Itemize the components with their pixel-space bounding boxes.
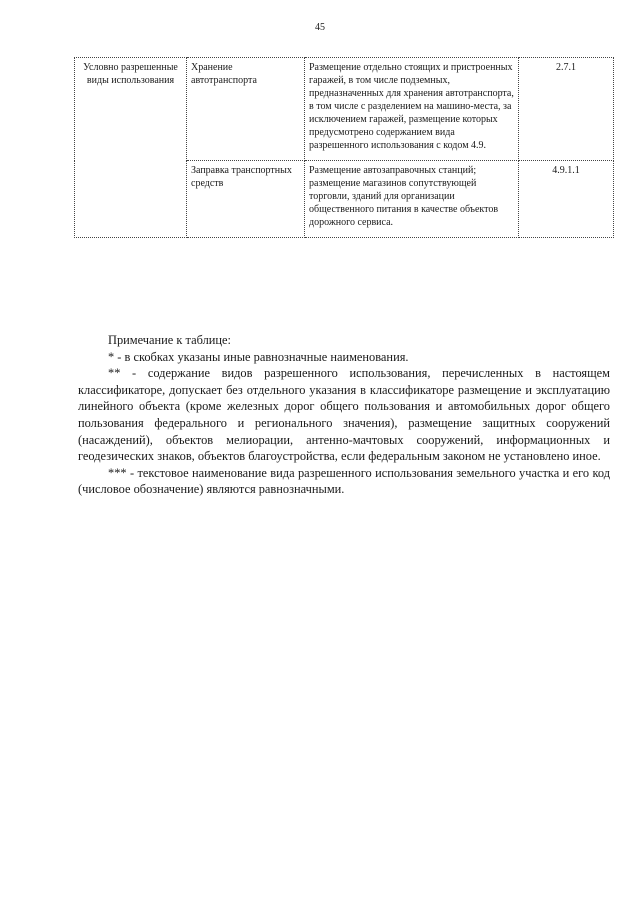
note-triple-asterisk: *** - текстовое наименование вида разрешенного использования земельного участка и его код (числовое обозначение) являются равнозначными. xyxy=(78,465,610,497)
use-name-cell: Хранение автотранспорта xyxy=(187,58,305,161)
use-code-cell: 4.9.1.1 xyxy=(519,161,614,238)
use-code-cell: 2.7.1 xyxy=(519,58,614,161)
use-name-cell: Заправка транспортных средств xyxy=(187,161,305,238)
use-description-cell: Размещение отдельно стоящих и пристроенных гаражей, в том числе подземных, предназначенных для хранения автотранспорта, в том числе с разделением на машино-места, за исключением гаражей, размещение которых предусмотрено содержанием вида разрешенного использования с кодом 4.9. xyxy=(305,58,519,161)
table-row xyxy=(75,58,614,161)
category-cell: Условно разрешенные виды использования xyxy=(75,58,187,238)
note-single-asterisk: * - в скобках указаны иные равнозначные наименования. xyxy=(108,349,409,364)
use-description-cell: Размещение автозаправочных станций; размещение магазинов сопутствующей торговли, зданий для организации общественного питания в качестве объектов дорожного сервиса. xyxy=(305,161,519,238)
page-number: 45 xyxy=(315,22,325,33)
land-use-table xyxy=(74,57,614,238)
table-notes xyxy=(78,332,610,498)
notes-heading: Примечание к таблице: xyxy=(108,333,231,347)
note-double-asterisk: ** - содержание видов разрешенного использования, перечисленных в настоящем классификаторе, допускает без отдельного указания в классификаторе размещение и эксплуатацию линейного объекта (кроме железных дорог общего пользования и автомобильных дорог общего пользования федерального и регионального значения), размещение защитных сооружений (насаждений), объектов мелиорации, антенно-мачтовых сооружений, информационных и геодезических знаков, объектов благоустройства, если федеральным законом не установлено иное. xyxy=(78,366,610,464)
